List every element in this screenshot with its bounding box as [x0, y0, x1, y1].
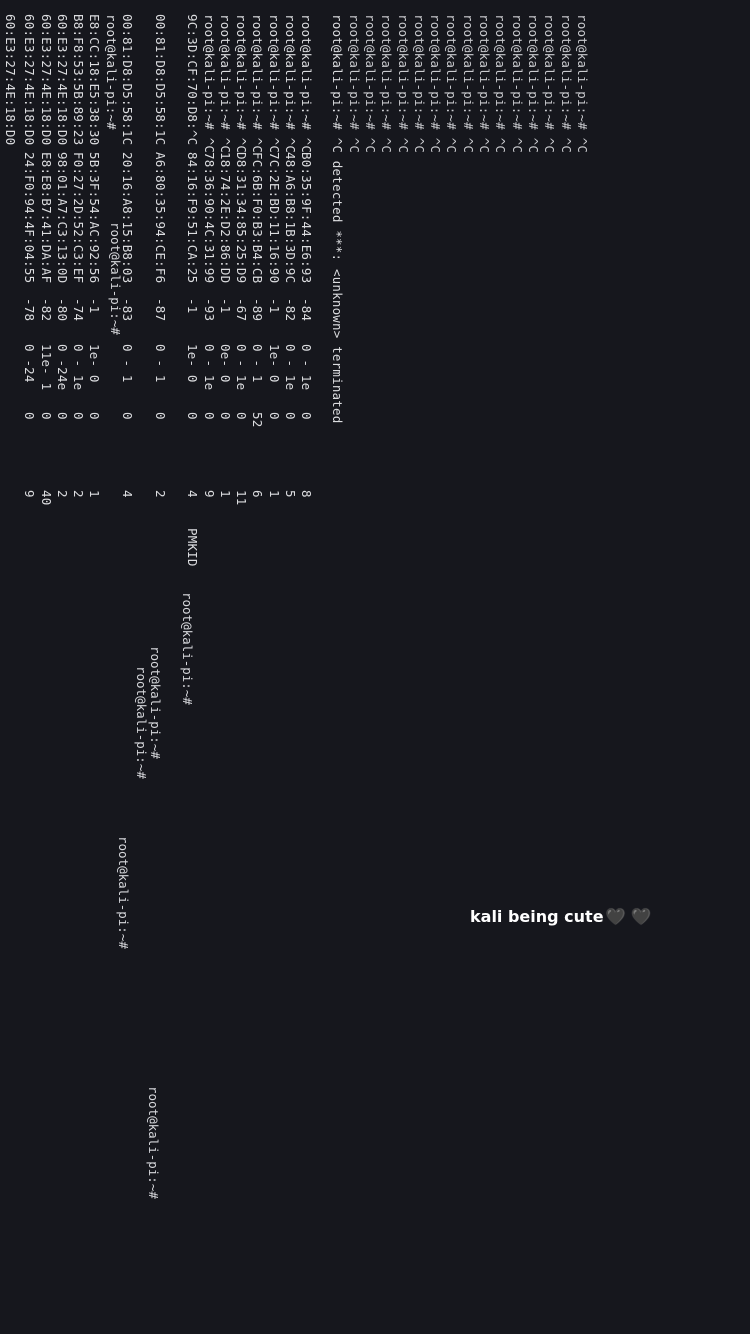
cell-rate: 0 - 1e	[234, 344, 250, 391]
airodump-row	[88, 0, 102, 1334]
cell-frames: 9	[22, 490, 38, 498]
cell-pwr: -84	[299, 298, 315, 322]
cell-bssid: 00:81:D8:D5:58:1C	[120, 14, 136, 146]
prompt-line	[347, 0, 361, 1334]
prompt-text: root@kali-pi:~# ^C	[428, 14, 444, 154]
cell-lost: 0	[54, 412, 70, 420]
cell-frames: 8	[299, 490, 315, 498]
terminal-header-line	[3, 0, 17, 1334]
cell-station: 18:74:2E:D2:86:DD	[217, 152, 233, 284]
airodump-row	[234, 0, 248, 1334]
cell-lost: 0	[299, 412, 315, 420]
cell-bssid: root@kali-pi:~#	[103, 14, 119, 130]
airodump-row	[251, 0, 265, 1334]
cell-lost: 0	[71, 412, 87, 420]
airodump-row	[22, 0, 36, 1334]
cell-station: 24:F0:94:4F:04:55	[22, 152, 38, 284]
prompt-text: root@kali-pi:~# ^C	[444, 14, 460, 154]
cell-pwr: -74	[71, 298, 87, 322]
prompt-line	[510, 0, 524, 1334]
cell-frames: 4	[120, 490, 136, 498]
prompt-line	[396, 0, 410, 1334]
airodump-row	[120, 0, 134, 1334]
cell-pwr: -82	[283, 298, 299, 322]
story-caption	[470, 907, 651, 926]
cell-rate: 0 - 1e	[71, 344, 87, 391]
cell-frames: 4	[185, 490, 201, 498]
cell-bssid: 60:E3:27:4E:18:D0	[38, 14, 54, 146]
cell-frames: 6	[250, 490, 266, 498]
cell-rate: 0 - 1e	[299, 344, 315, 391]
prompt-text: root@kali-pi:~# ^C	[362, 14, 378, 154]
prompt-text: root@kali-pi:~# ^C	[509, 14, 525, 154]
prompt-line	[493, 0, 507, 1334]
prompt-line	[379, 0, 393, 1334]
floating-prompt: root@kali-pi:~#	[116, 836, 131, 949]
cell-station: F0:27:2D:52:C3:EF	[71, 152, 87, 284]
cell-rate: 0 -24e	[54, 344, 70, 391]
header-text: 60:E3:27:4E:18:D0	[2, 14, 18, 146]
cell-lost: 0	[234, 412, 250, 420]
cell-bssid: root@kali-pi:~# ^C	[234, 14, 250, 154]
cell-probe: PMKID	[185, 528, 201, 567]
airodump-row	[267, 0, 281, 1334]
prompt-text: root@kali-pi:~# ^C	[574, 14, 590, 154]
cell-bssid: 00:81:D8:D5:58:1C	[152, 14, 168, 146]
prompt-text: root@kali-pi:~# ^C	[542, 14, 558, 154]
cell-lost: 0	[87, 412, 103, 420]
airodump-row	[55, 0, 69, 1334]
prompt-text: root@kali-pi:~# ^C	[379, 14, 395, 154]
cell-station: 48:A6:B8:1B:3D:9C	[283, 152, 299, 284]
cell-pwr: -1	[185, 298, 201, 314]
prompt-text: root@kali-pi:~# ^C	[411, 14, 427, 154]
cell-station: 84:16:F9:51:CA:25	[185, 152, 201, 284]
cell-pwr: -67	[234, 298, 250, 322]
cell-bssid: root@kali-pi:~# ^C	[250, 14, 266, 154]
prompt-text: root@kali-pi:~# ^C	[493, 14, 509, 154]
cell-rate: 0 - 1	[120, 344, 136, 383]
cell-station: D8:31:34:85:25:D9	[234, 152, 250, 284]
cell-lost: 0	[201, 412, 217, 420]
prompt-line	[526, 0, 540, 1334]
cell-rate: 0 -24	[22, 344, 38, 383]
cell-frames: 2	[71, 490, 87, 498]
cell-lost: 0	[22, 412, 38, 420]
cell-station: 98:01:A7:C3:13:0D	[54, 152, 70, 284]
airodump-row	[283, 0, 297, 1334]
cell-pwr: -1	[217, 298, 233, 314]
cell-rate: 1e- 0	[185, 344, 201, 383]
cell-frames: 5	[283, 490, 299, 498]
cell-station: 5B:3F:54:AC:92:56	[87, 152, 103, 284]
prompt-line	[444, 0, 458, 1334]
airodump-row	[316, 0, 330, 1334]
detected-text: root@kali-pi:~# ^C detected ***: <unknown> terminated	[329, 14, 345, 424]
cell-bssid: B8:F8:53:5B:89:23	[71, 14, 87, 146]
floating-prompt: root@kali-pi:~#	[108, 222, 123, 335]
airodump-row	[104, 0, 118, 1334]
cell-bssid: E8:CC:18:E5:38:30	[87, 14, 103, 146]
cell-bssid: root@kali-pi:~# ^C	[266, 14, 282, 154]
cell-pwr: -1	[87, 298, 103, 314]
prompt-line	[542, 0, 556, 1334]
floating-prompt: root@kali-pi:~#	[148, 646, 163, 759]
cell-bssid: 9C:3D:CF:70:D8:^C	[185, 14, 201, 146]
caption-text: kali being cute	[470, 907, 604, 926]
floating-prompt: root@kali-pi:~#	[180, 592, 195, 705]
cell-pwr: -87	[152, 298, 168, 322]
cell-station: 78:36:90:4C:31:99	[201, 152, 217, 284]
cell-frames: 1	[217, 490, 233, 498]
airodump-row	[39, 0, 53, 1334]
prompt-text: root@kali-pi:~# ^C	[477, 14, 493, 154]
prompt-line	[412, 0, 426, 1334]
cell-rate: 0 - 1	[250, 344, 266, 383]
prompt-text: root@kali-pi:~# ^C	[558, 14, 574, 154]
cell-rate: 11e- 1	[38, 344, 54, 391]
detected-line	[330, 0, 344, 1334]
cell-rate: 0 - 1e	[283, 344, 299, 391]
prompt-line	[363, 0, 377, 1334]
airodump-row	[218, 0, 232, 1334]
cell-frames: 2	[54, 490, 70, 498]
prompt-text: root@kali-pi:~# ^C	[395, 14, 411, 154]
cell-frames: 40	[38, 490, 54, 506]
cell-frames: 1	[87, 490, 103, 498]
cell-bssid: root@kali-pi:~# ^C	[283, 14, 299, 154]
cell-lost: 0	[120, 412, 136, 420]
cell-station: FC:6B:F0:B3:B4:CB	[250, 152, 266, 284]
cell-station: B0:35:9F:44:E6:93	[299, 152, 315, 284]
cell-station: A6:80:35:94:CE:F6	[152, 152, 168, 284]
cell-pwr: -78	[22, 298, 38, 322]
cell-pwr: -80	[54, 298, 70, 322]
cell-lost: 0	[217, 412, 233, 420]
cell-lost: 0	[266, 412, 282, 420]
cell-lost: 52	[250, 412, 266, 428]
prompt-text: root@kali-pi:~# ^C	[460, 14, 476, 154]
cell-rate: 1e- 0	[87, 344, 103, 383]
prompt-line	[461, 0, 475, 1334]
cell-station: 7C:2E:BD:11:16:90	[266, 152, 282, 284]
cell-lost: 0	[283, 412, 299, 420]
cell-lost: 0	[38, 412, 54, 420]
cell-bssid: 60:E3:27:4E:18:D0	[54, 14, 70, 146]
cell-pwr: -93	[201, 298, 217, 322]
heart-icon: 🖤 🖤	[605, 907, 651, 926]
prompt-line	[477, 0, 491, 1334]
prompt-text: root@kali-pi:~# ^C	[525, 14, 541, 154]
prompt-text: root@kali-pi:~# ^C	[346, 14, 362, 154]
prompt-line	[575, 0, 589, 1334]
airodump-row	[71, 0, 85, 1334]
cell-rate: 0 - 1	[152, 344, 168, 383]
cell-lost: 0	[152, 412, 168, 420]
cell-bssid: root@kali-pi:~# ^C	[217, 14, 233, 154]
airodump-row	[299, 0, 313, 1334]
cell-pwr: -82	[38, 298, 54, 322]
cell-frames: 2	[152, 490, 168, 498]
floating-prompt: root@kali-pi:~#	[146, 1086, 161, 1199]
cell-pwr: -1	[266, 298, 282, 314]
cell-pwr: -89	[250, 298, 266, 322]
cell-pwr: -83	[120, 298, 136, 322]
prompt-line	[428, 0, 442, 1334]
cell-bssid: 60:E3:27:4E:18:D0	[22, 14, 38, 146]
cell-frames: 1	[266, 490, 282, 498]
floating-prompt: root@kali-pi:~#	[134, 666, 149, 779]
cell-frames: 11	[234, 490, 250, 506]
prompt-line	[559, 0, 573, 1334]
cell-rate: 0e- 0	[217, 344, 233, 383]
cell-lost: 0	[185, 412, 201, 420]
cell-rate: 1e- 0	[266, 344, 282, 383]
cell-rate: 0 - 1e	[201, 344, 217, 391]
cell-station: 20:16:A8:15:B8:03	[120, 152, 136, 284]
cell-bssid: root@kali-pi:~# ^C	[201, 14, 217, 154]
airodump-row	[202, 0, 216, 1334]
cell-frames: 9	[201, 490, 217, 498]
cell-bssid: root@kali-pi:~# ^C	[299, 14, 315, 154]
cell-station: E8:E8:B7:41:DA:AF	[38, 152, 54, 284]
